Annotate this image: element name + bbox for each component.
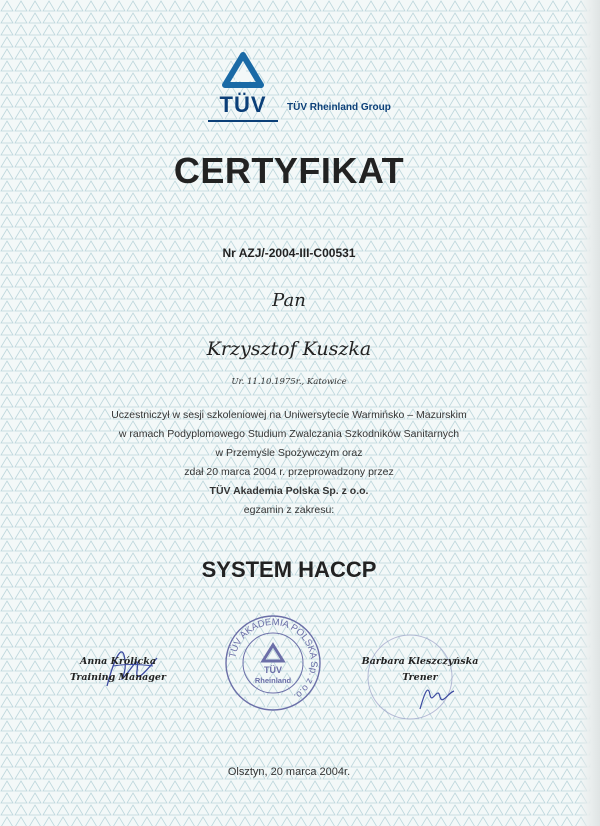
signature-scribble-right xyxy=(410,675,460,715)
logo-underline xyxy=(208,120,278,122)
body-line: w ramach Podyplomowego Studium Zwalczania Szkodników Sanitarnych xyxy=(118,428,460,440)
certificate-number: Nr AZJ/-2004-III-C00531 xyxy=(222,246,356,260)
body-line: egzamin z zakresu: xyxy=(243,504,335,516)
birth-info: Ur. 11.10.1975r., Katowice xyxy=(231,377,347,387)
stamp-center-text-1: TÜV xyxy=(264,665,282,675)
signatory-role-left: Training Manager xyxy=(70,672,166,683)
recipient-name: Krzysztof Kuszka xyxy=(206,338,372,360)
salutation: Pan xyxy=(272,290,306,311)
group-name: TÜV Rheinland Group xyxy=(287,102,391,113)
round-stamp xyxy=(223,613,323,713)
signature-left xyxy=(58,654,178,686)
body-line-organization: TÜV Akademia Polska Sp. z o.o. xyxy=(209,485,369,497)
exam-subject: SYSTEM HACCP xyxy=(201,557,377,582)
signatory-name-left: Anna Królicka xyxy=(80,656,156,667)
body-line: Uczestniczył w sesji szkoleniowej na Uniwersytecie Warmińsko – Mazurskim xyxy=(111,409,467,421)
logo-text: TÜV xyxy=(219,92,267,117)
signatory-name-right: Barbara Kleszczyńska xyxy=(361,656,479,667)
stamp-center-text-2: Rheinland xyxy=(254,676,292,685)
body-line: zdał 20 marca 2004 r. przeprowadzony przez xyxy=(184,466,394,478)
triangle-logo-icon xyxy=(222,52,264,92)
signatory-role-right: Trener xyxy=(402,672,438,683)
place-and-date: Olsztyn, 20 marca 2004r. xyxy=(227,766,351,778)
certificate-title: CERTYFIKAT xyxy=(173,150,405,191)
certificate-body xyxy=(0,406,578,520)
paper-edge-shadow xyxy=(578,0,600,826)
tuv-logo xyxy=(208,52,278,124)
body-line: w Przemyśle Spożywczym oraz xyxy=(215,447,363,459)
stamp-ring-text: TÜV AKADEMIA POLSKA Sp. z o.o. xyxy=(227,616,320,702)
